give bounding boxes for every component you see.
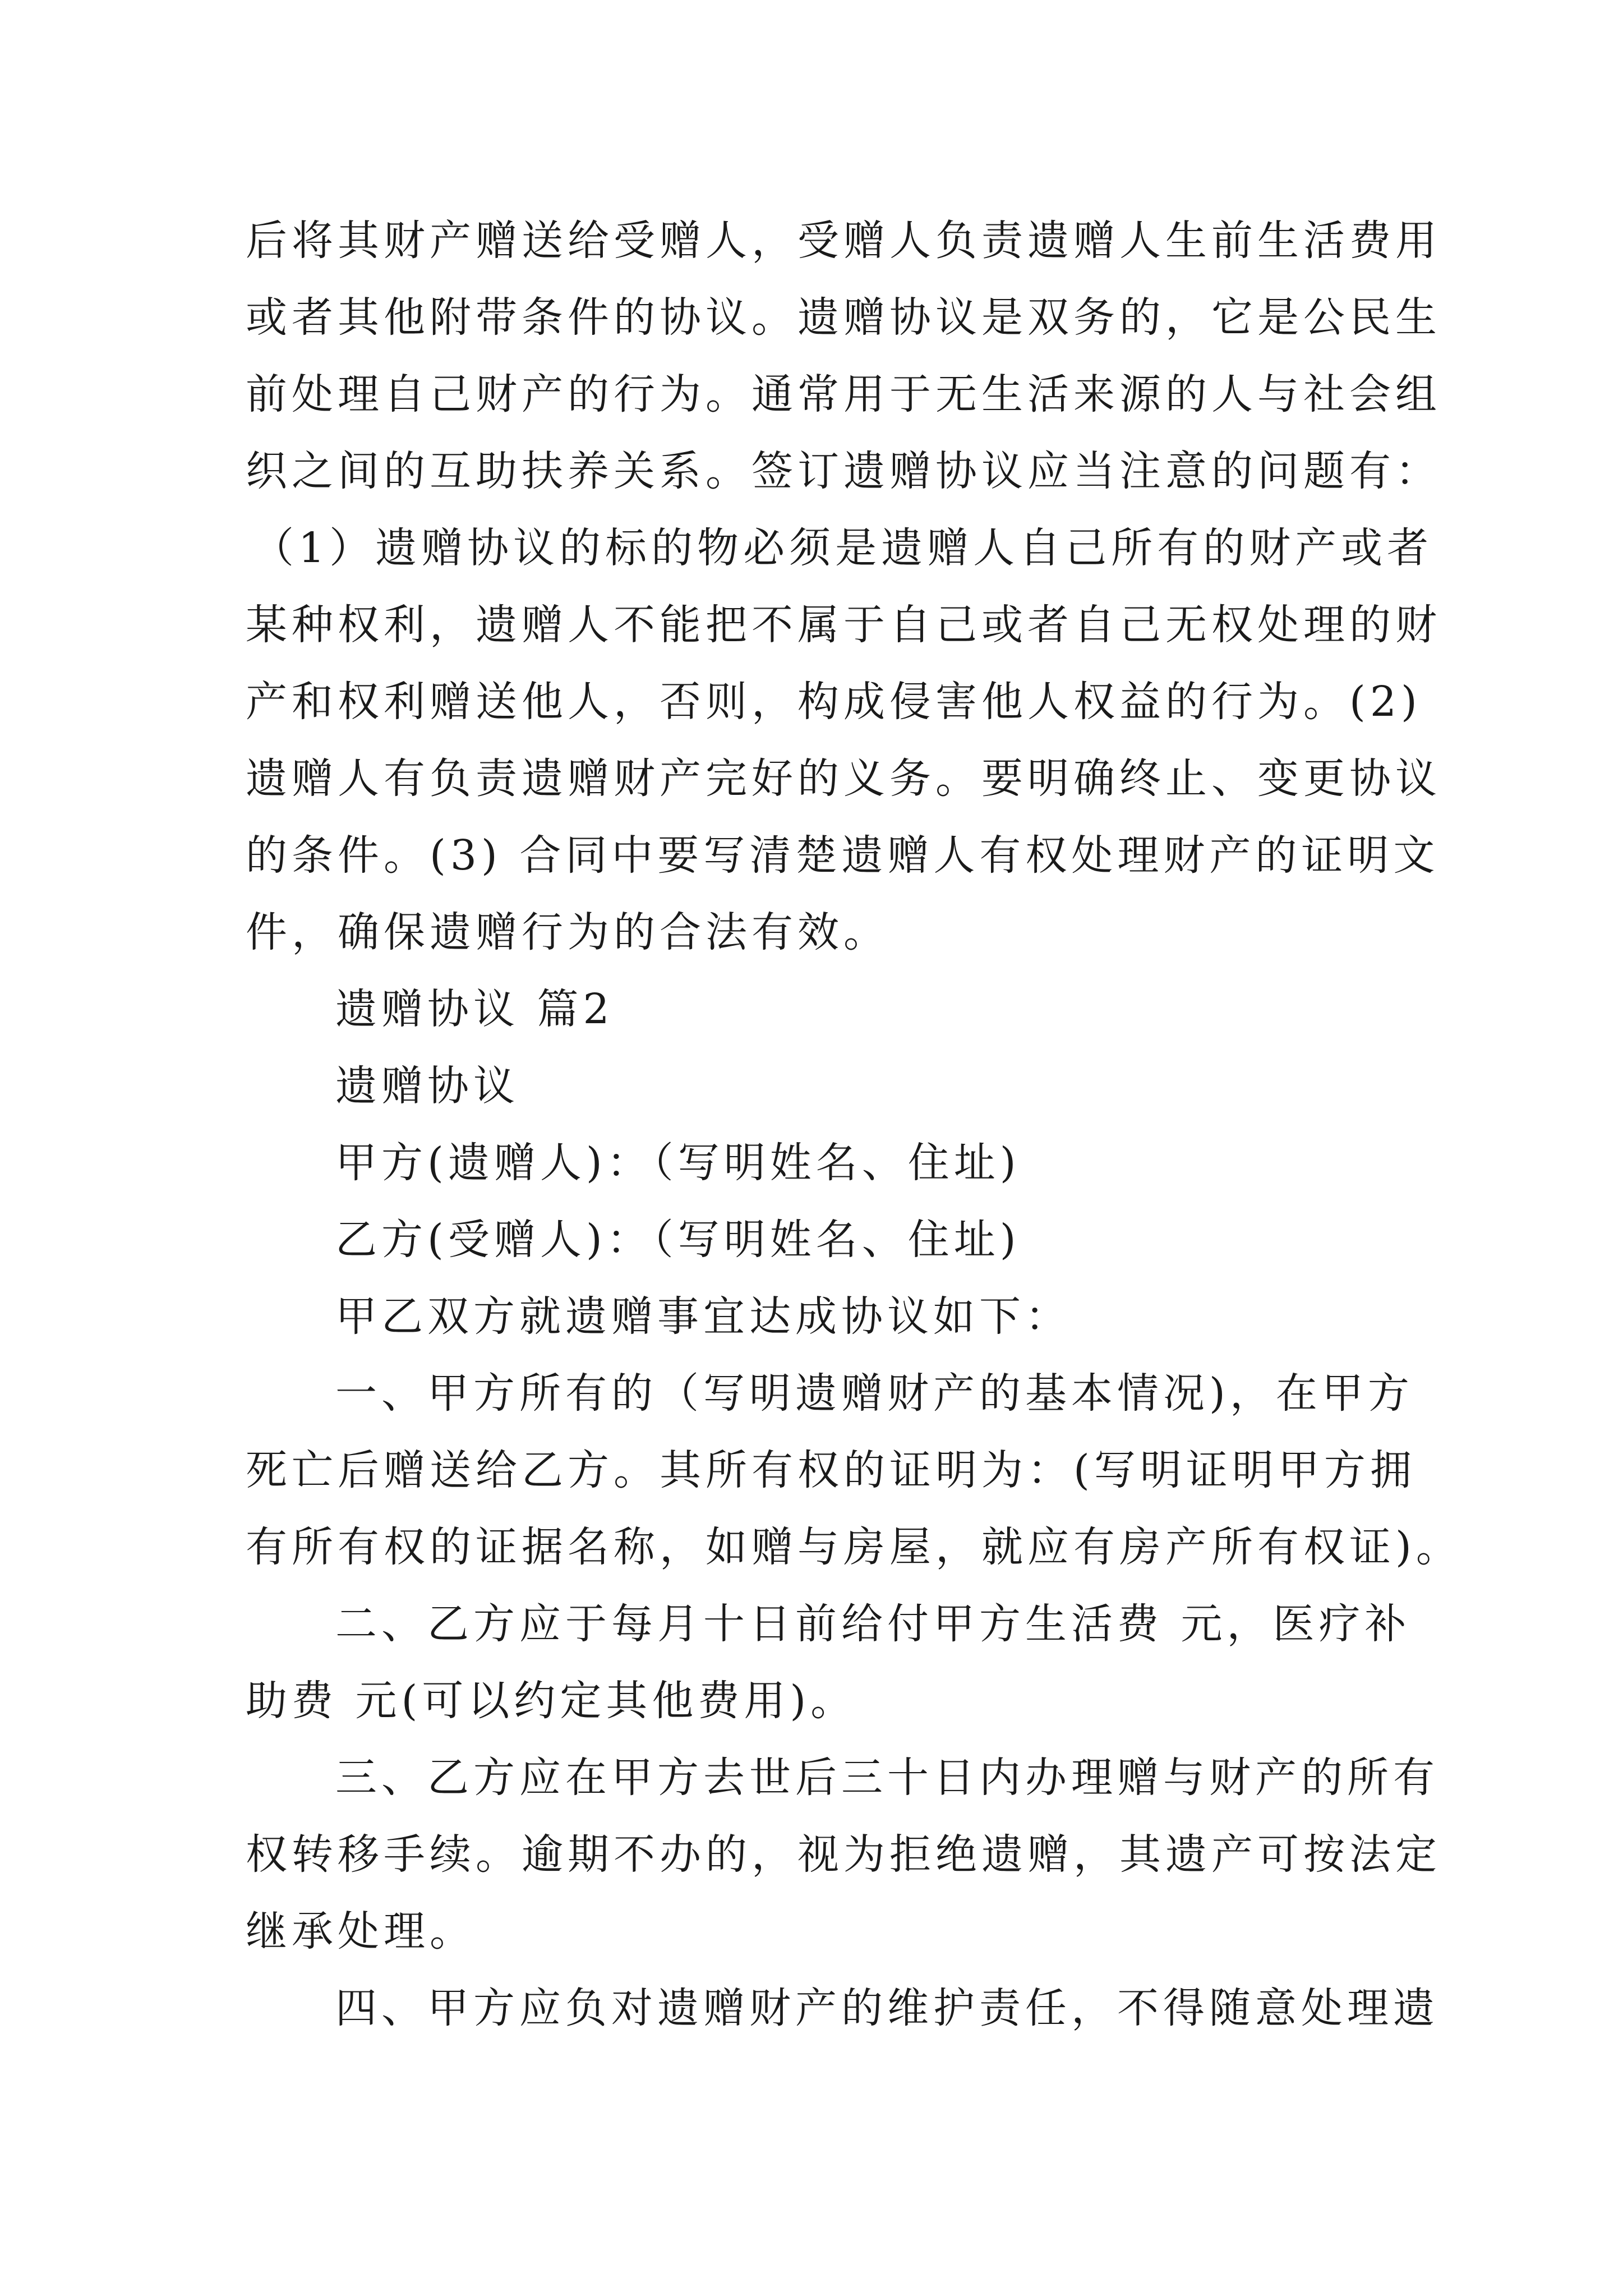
clause-4-line: 四、甲方应负对遗赠财产的维护责任，不得随意处理遗 [335, 1984, 1439, 2032]
document-title: 遗赠协议 [335, 1062, 519, 1110]
text-line: 权转移手续。逾期不办的，视为拒绝遗赠，其遗产可按法定 [246, 1830, 1441, 1879]
text-line: 件，确保遗赠行为的合法有效。 [246, 908, 889, 956]
text-line: 后将其财产赠送给受赠人，受赠人负责遗赠人生前生活费用 [246, 217, 1441, 265]
party-b-line: 乙方(受赠人)：（写明姓名、住址) [335, 1216, 1021, 1264]
text-line: 继承处理。 [246, 1907, 476, 1955]
section-heading: 遗赠协议 篇2 [335, 985, 614, 1033]
text-line: 织之间的互助扶养关系。签订遗赠协议应当注意的问题有： [246, 447, 1441, 495]
text-line: 或者其他附带条件的协议。遗赠协议是双务的，它是公民生 [246, 293, 1441, 342]
text-line: 产和权利赠送他人，否则，构成侵害他人权益的行为。(2) [246, 678, 1422, 726]
clause-3-line: 三、乙方应在甲方去世后三十日内办理赠与财产的所有 [335, 1754, 1439, 1802]
text-line: 前处理自己财产的行为。通常用于无生活来源的人与社会组 [246, 370, 1441, 418]
clause-2-line: 二、乙方应于每月十日前给付甲方生活费 元，医疗补 [335, 1600, 1411, 1648]
text-line: 某种权利，遗赠人不能把不属于自己或者自己无权处理的财 [246, 601, 1441, 649]
text-line: 遗赠人有负责遗赠财产完好的义务。要明确终止、变更协议 [246, 754, 1441, 803]
text-line: （1）遗赠协议的标的物必须是遗赠人自己所有的财产或者 [252, 524, 1433, 572]
text-line: 死亡后赠送给乙方。其所有权的证明为：(写明证明甲方拥 [246, 1446, 1416, 1494]
text-line: 的条件。(3) 合同中要写清楚遗赠人有权处理财产的证明文 [246, 831, 1440, 880]
text-line: 助费 元(可以约定其他费用)。 [246, 1677, 857, 1725]
party-a-line: 甲方(遗赠人)：（写明姓名、住址) [335, 1139, 1021, 1187]
text-line: 甲乙双方就遗赠事宜达成协议如下： [335, 1292, 1071, 1341]
clause-1-line: 一、甲方所有的（写明遗赠财产的基本情况)，在甲方 [335, 1369, 1414, 1418]
text-line: 有所有权的证据名称，如赠与房屋，就应有房产所有权证)。 [246, 1523, 1462, 1571]
